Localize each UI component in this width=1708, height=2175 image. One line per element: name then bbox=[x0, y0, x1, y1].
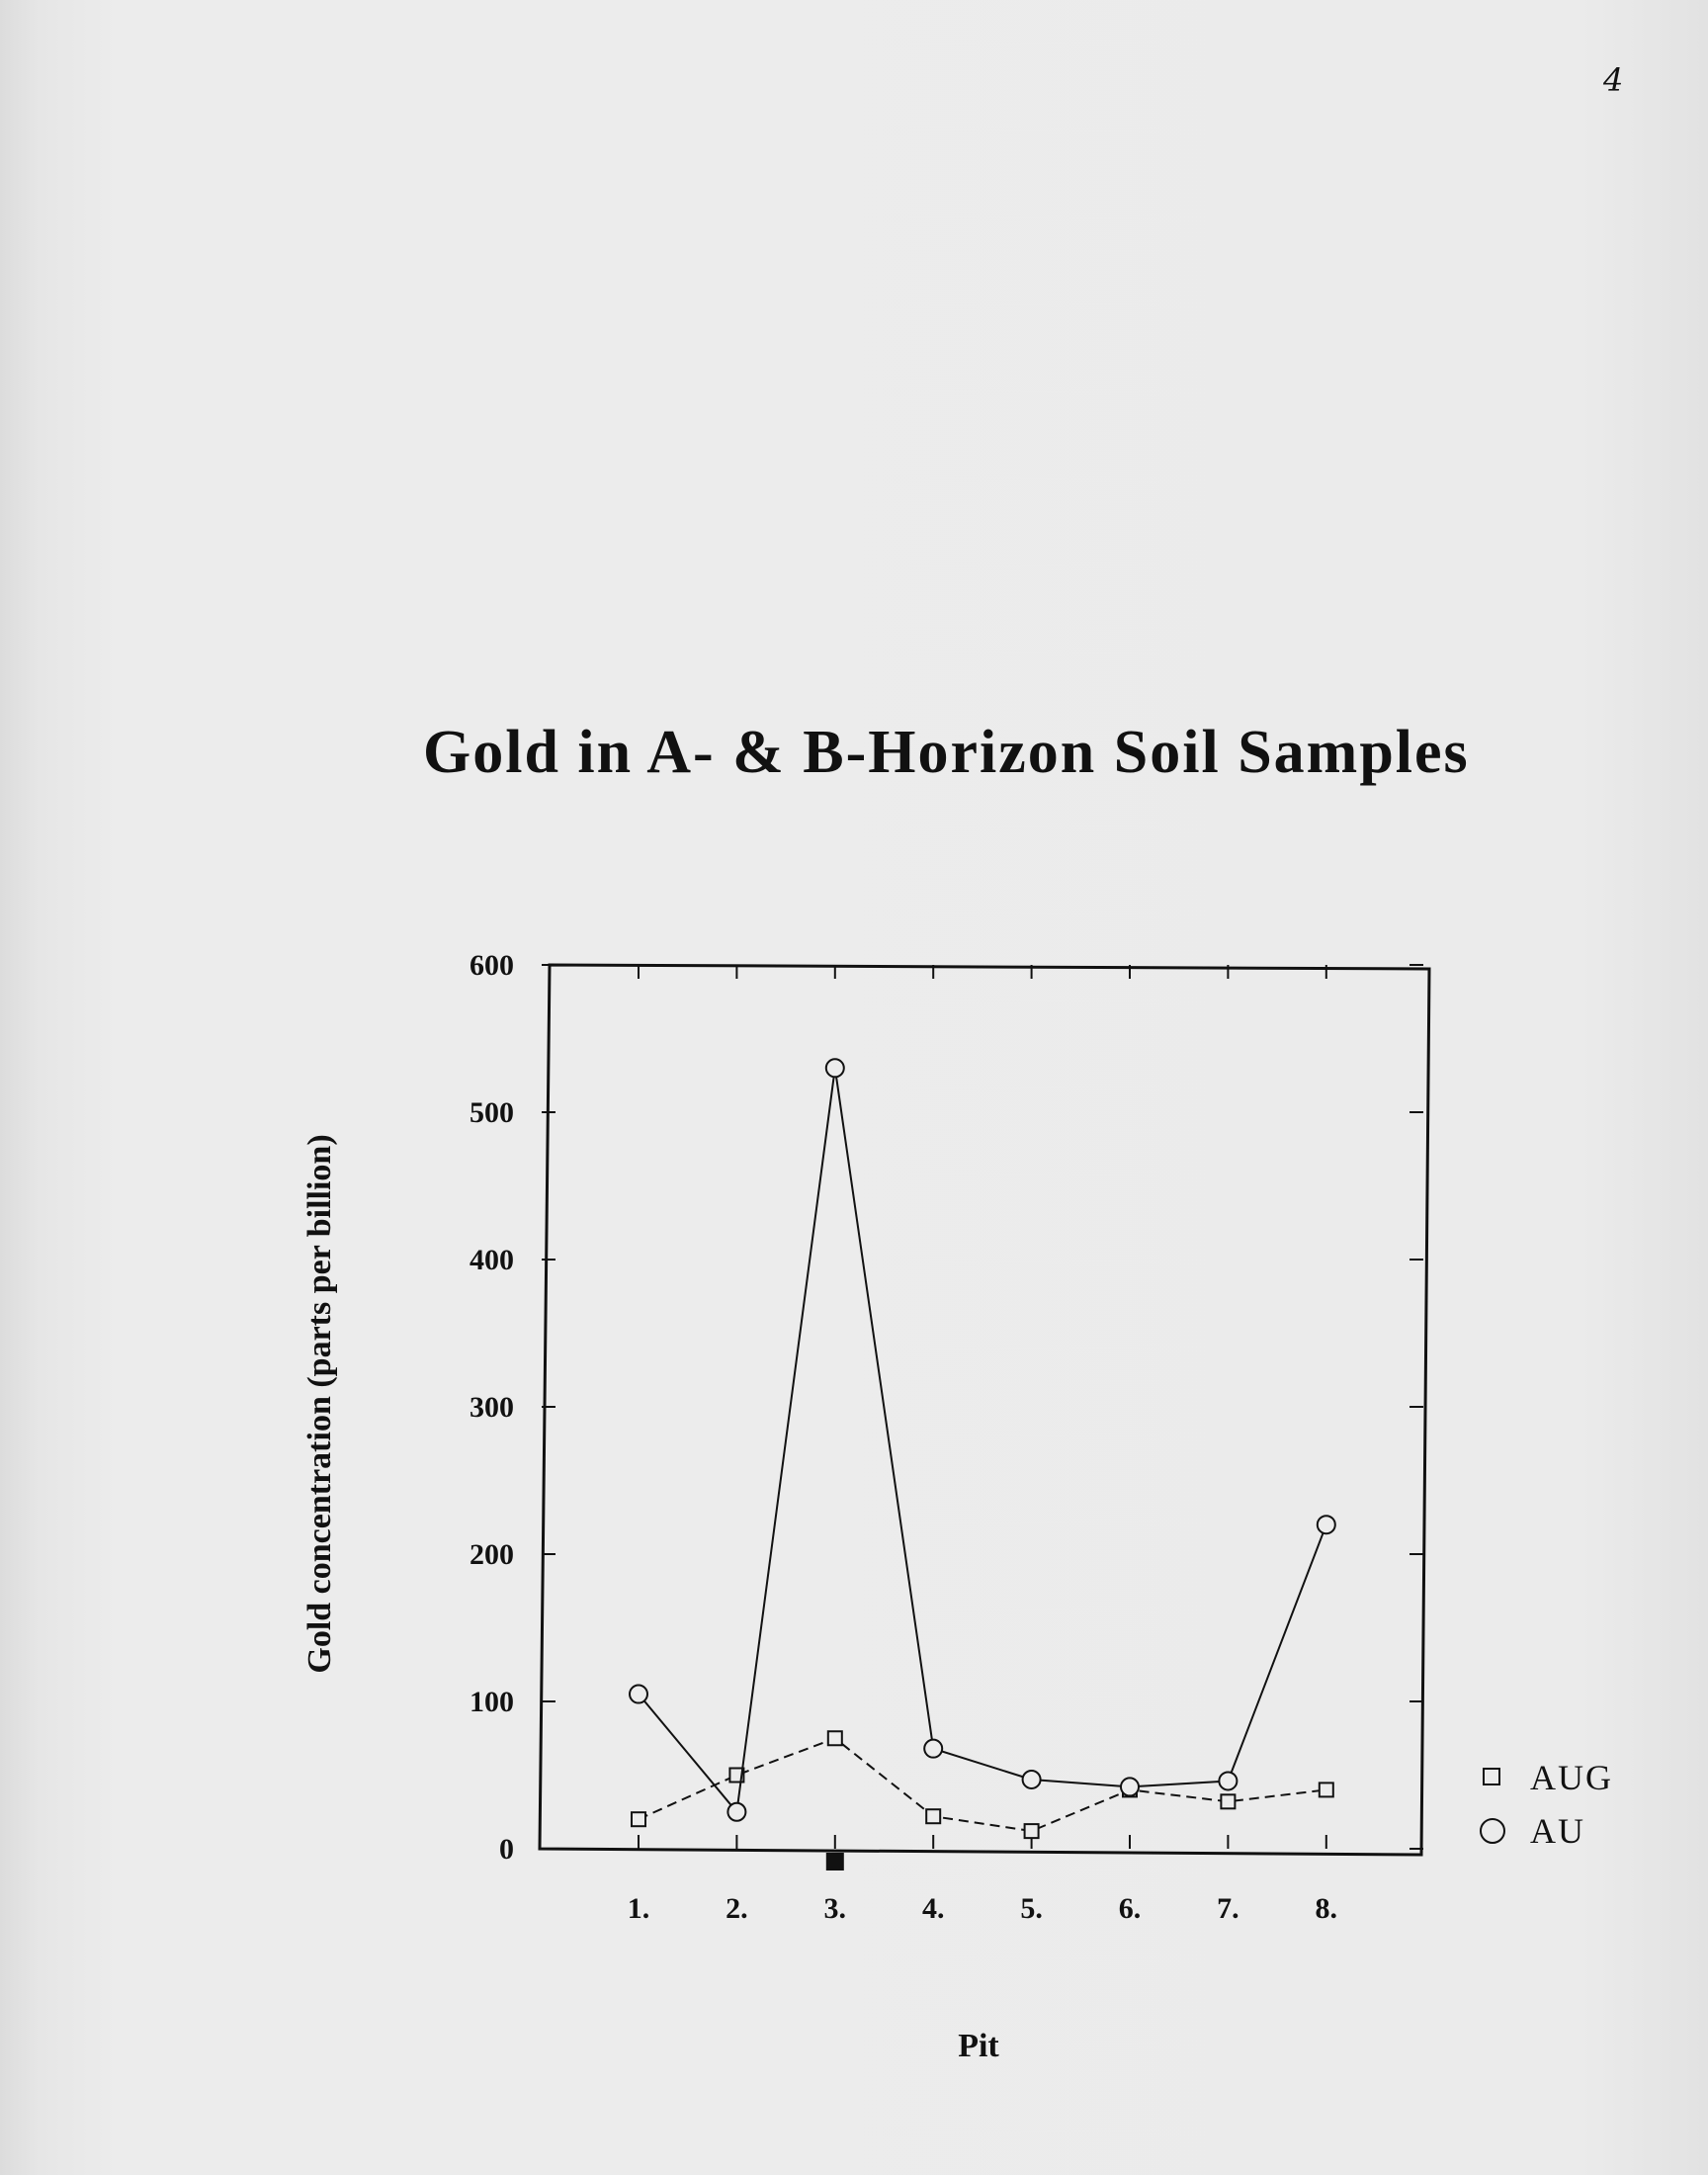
pit-marker-square bbox=[826, 1853, 844, 1870]
plot-frame bbox=[540, 965, 1429, 1855]
y-tick-label: 100 bbox=[470, 1686, 514, 1718]
chart-title: Gold in A- & B-Horizon Soil Samples bbox=[423, 719, 1470, 786]
point-au bbox=[1121, 1778, 1139, 1795]
y-tick-label: 200 bbox=[470, 1538, 514, 1571]
y-tick-label: 300 bbox=[470, 1391, 514, 1424]
y-tick-label: 600 bbox=[470, 949, 514, 982]
y-axis-label: Gold concentration (parts per billion) bbox=[301, 1134, 338, 1674]
plot-border bbox=[540, 965, 1429, 1855]
x-tick-label: 7. bbox=[1217, 1892, 1239, 1925]
point-aug bbox=[632, 1812, 645, 1826]
y-tick-label: 500 bbox=[470, 1096, 514, 1129]
legend-square-icon bbox=[1484, 1769, 1499, 1784]
point-aug bbox=[1221, 1794, 1235, 1808]
x-axis-label: Pit bbox=[958, 2028, 999, 2064]
series-line-au bbox=[639, 1068, 1326, 1812]
point-au bbox=[1318, 1516, 1335, 1533]
x-tick-label: 8. bbox=[1315, 1892, 1338, 1925]
x-tick-label: 4. bbox=[921, 1892, 945, 1925]
x-tick-label: 2. bbox=[726, 1892, 748, 1925]
point-au bbox=[826, 1059, 844, 1077]
point-au bbox=[924, 1740, 942, 1758]
x-tick-label: 1. bbox=[627, 1892, 650, 1925]
legend-circle-icon bbox=[1481, 1819, 1504, 1843]
x-tick-label: 5. bbox=[1020, 1892, 1043, 1925]
legend-label: AU bbox=[1530, 1811, 1585, 1851]
point-aug bbox=[828, 1731, 842, 1745]
point-aug bbox=[926, 1809, 940, 1823]
y-axis-ticks bbox=[470, 949, 1423, 1866]
x-tick-label: 6. bbox=[1118, 1892, 1142, 1925]
point-au bbox=[630, 1686, 647, 1703]
y-tick-label: 0 bbox=[499, 1833, 514, 1866]
legend-label: AUG bbox=[1530, 1758, 1613, 1797]
series-layer bbox=[630, 1059, 1335, 1838]
page-number: 4 bbox=[1603, 61, 1624, 99]
point-aug bbox=[1025, 1824, 1039, 1838]
point-aug bbox=[1320, 1783, 1333, 1796]
legend bbox=[1481, 1758, 1613, 1851]
y-tick-label: 400 bbox=[470, 1244, 514, 1276]
point-au bbox=[1219, 1772, 1237, 1789]
x-tick-label: 3. bbox=[823, 1892, 847, 1925]
point-au bbox=[727, 1803, 745, 1821]
point-au bbox=[1023, 1771, 1041, 1788]
